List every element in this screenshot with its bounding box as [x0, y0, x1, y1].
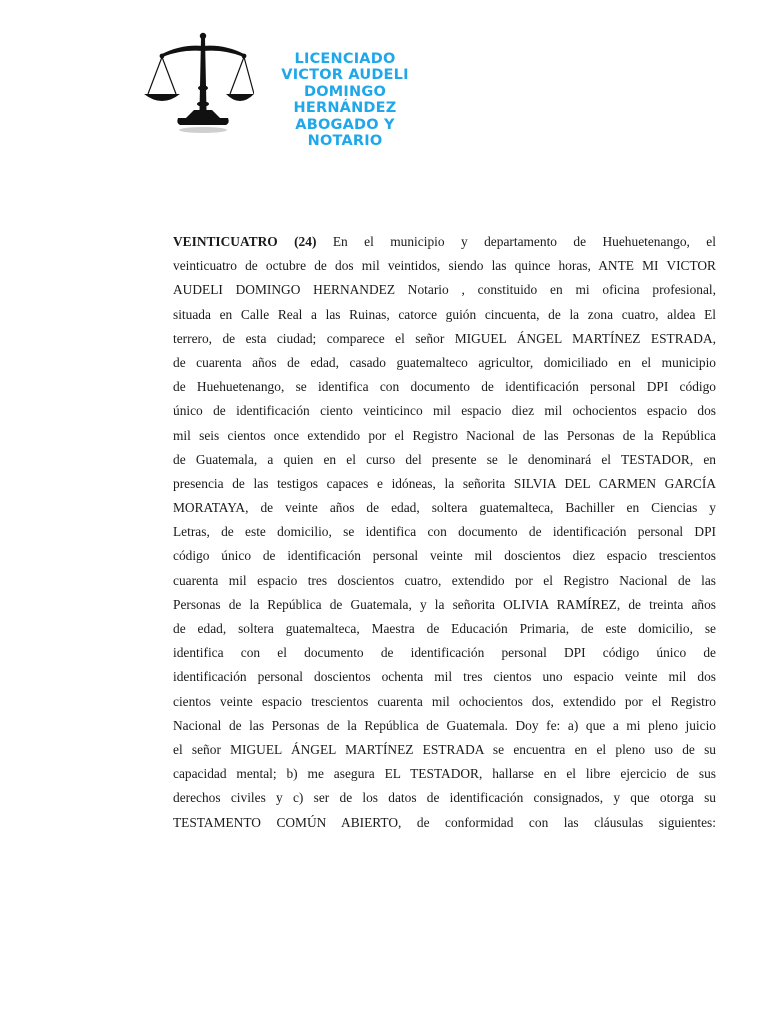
letterhead-line-4: HERNÁNDEZ — [293, 100, 397, 117]
document-line: identifica con el documento de identificación personal DPI código único de — [173, 645, 716, 661]
document-line: de edad, soltera guatemalteca, Maestra de Educación Primaria, de este domicilio, se — [173, 621, 716, 636]
document-line: identificación personal doscientos ochenta mil tres cientos uno espacio veinte mil dos — [173, 669, 716, 685]
document-line: veinticuatro de octubre de dos mil veintidos, siendo las quince horas, ANTE MI VICTOR — [173, 258, 716, 274]
document-line: Letras, de este domicilio, se identifica con documento de identificación personal DPI — [173, 524, 716, 540]
document-line-text: En el municipio y departamento de Huehuetenango, el — [332, 234, 716, 249]
document-line: código único de identificación personal veinte mil doscientos diez espacio trescientos — [173, 548, 716, 564]
document-line: presencia de las testigos capaces e idóneas, la señorita SILVIA DEL CARMEN GARCÍA — [173, 475, 716, 491]
document-line: Nacional de las Personas de la República de Guatemala. Doy fe: a) que a mi pleno juicio — [173, 717, 716, 733]
document-line: AUDELI DOMINGO HERNANDEZ Notario , constituido en mi oficina profesional, — [173, 282, 716, 298]
letterhead-line-2: VICTOR AUDELI — [281, 67, 409, 84]
document-line: TESTAMENTO COMÚN ABIERTO, de conformidad con las cláusulas siguientes: — [173, 814, 716, 830]
document-line: cientos veinte espacio trescientos cuarenta mil ochocientos dos, extendido por el Registro — [173, 693, 716, 709]
document-line: de Guatemala, a quien en el curso del presente se le denominará el TESTADOR, en — [173, 451, 716, 467]
document-line: derechos civiles y c) ser de los datos de identificación consignados, y que otorga su — [173, 790, 716, 806]
document-line: mil seis cientos once extendido por el Registro Nacional de las Personas de la República — [173, 427, 716, 443]
document-line: cuarenta mil espacio tres doscientos cuatro, extendido por el Registro Nacional de las — [173, 572, 716, 588]
document-line: Personas de la República de Guatemala, y la señorita OLIVIA RAMÍREZ, de treinta años — [173, 596, 716, 612]
document-body — [173, 230, 716, 835]
letterhead-line-5: ABOGADO Y — [295, 116, 395, 133]
document-line: capacidad mental; b) me asegura EL TESTADOR, hallarse en el libre ejercicio de sus — [173, 766, 716, 782]
document-heading: VEINTICUATRO (24) — [173, 234, 317, 249]
document-line: situada en Calle Real a las Ruinas, catorce guión cincuenta, de la zona cuatro, aldea El — [173, 306, 716, 322]
document-line: de cuarenta años de edad, casado guatemalteco agricultor, domiciliado en el municipio — [173, 354, 716, 370]
document-line: de Huehuetenango, se identifica con documento de identificación personal DPI código — [173, 379, 716, 395]
document-line — [173, 230, 716, 254]
document-line: el señor MIGUEL ÁNGEL MARTÍNEZ ESTRADA se encuentra en el pleno uso de su — [173, 741, 716, 757]
letterhead-line-6: NOTARIO — [307, 133, 383, 150]
letterhead-line-1: LICENCIADO — [294, 51, 396, 67]
document-line: único de identificación ciento veinticinco mil espacio diez mil ochocientos espacio dos — [173, 403, 716, 419]
document-line: MORATAYA, de veinte años de edad, soltera guatemalteca, Bachiller en Ciencias y — [173, 500, 716, 516]
letterhead — [265, 51, 425, 149]
scales-of-justice-icon — [142, 30, 254, 134]
document-line: terrero, de esta ciudad; comparece el señor MIGUEL ÁNGEL MARTÍNEZ ESTRADA, — [173, 330, 716, 346]
letterhead-line-3: DOMINGO — [304, 83, 386, 100]
